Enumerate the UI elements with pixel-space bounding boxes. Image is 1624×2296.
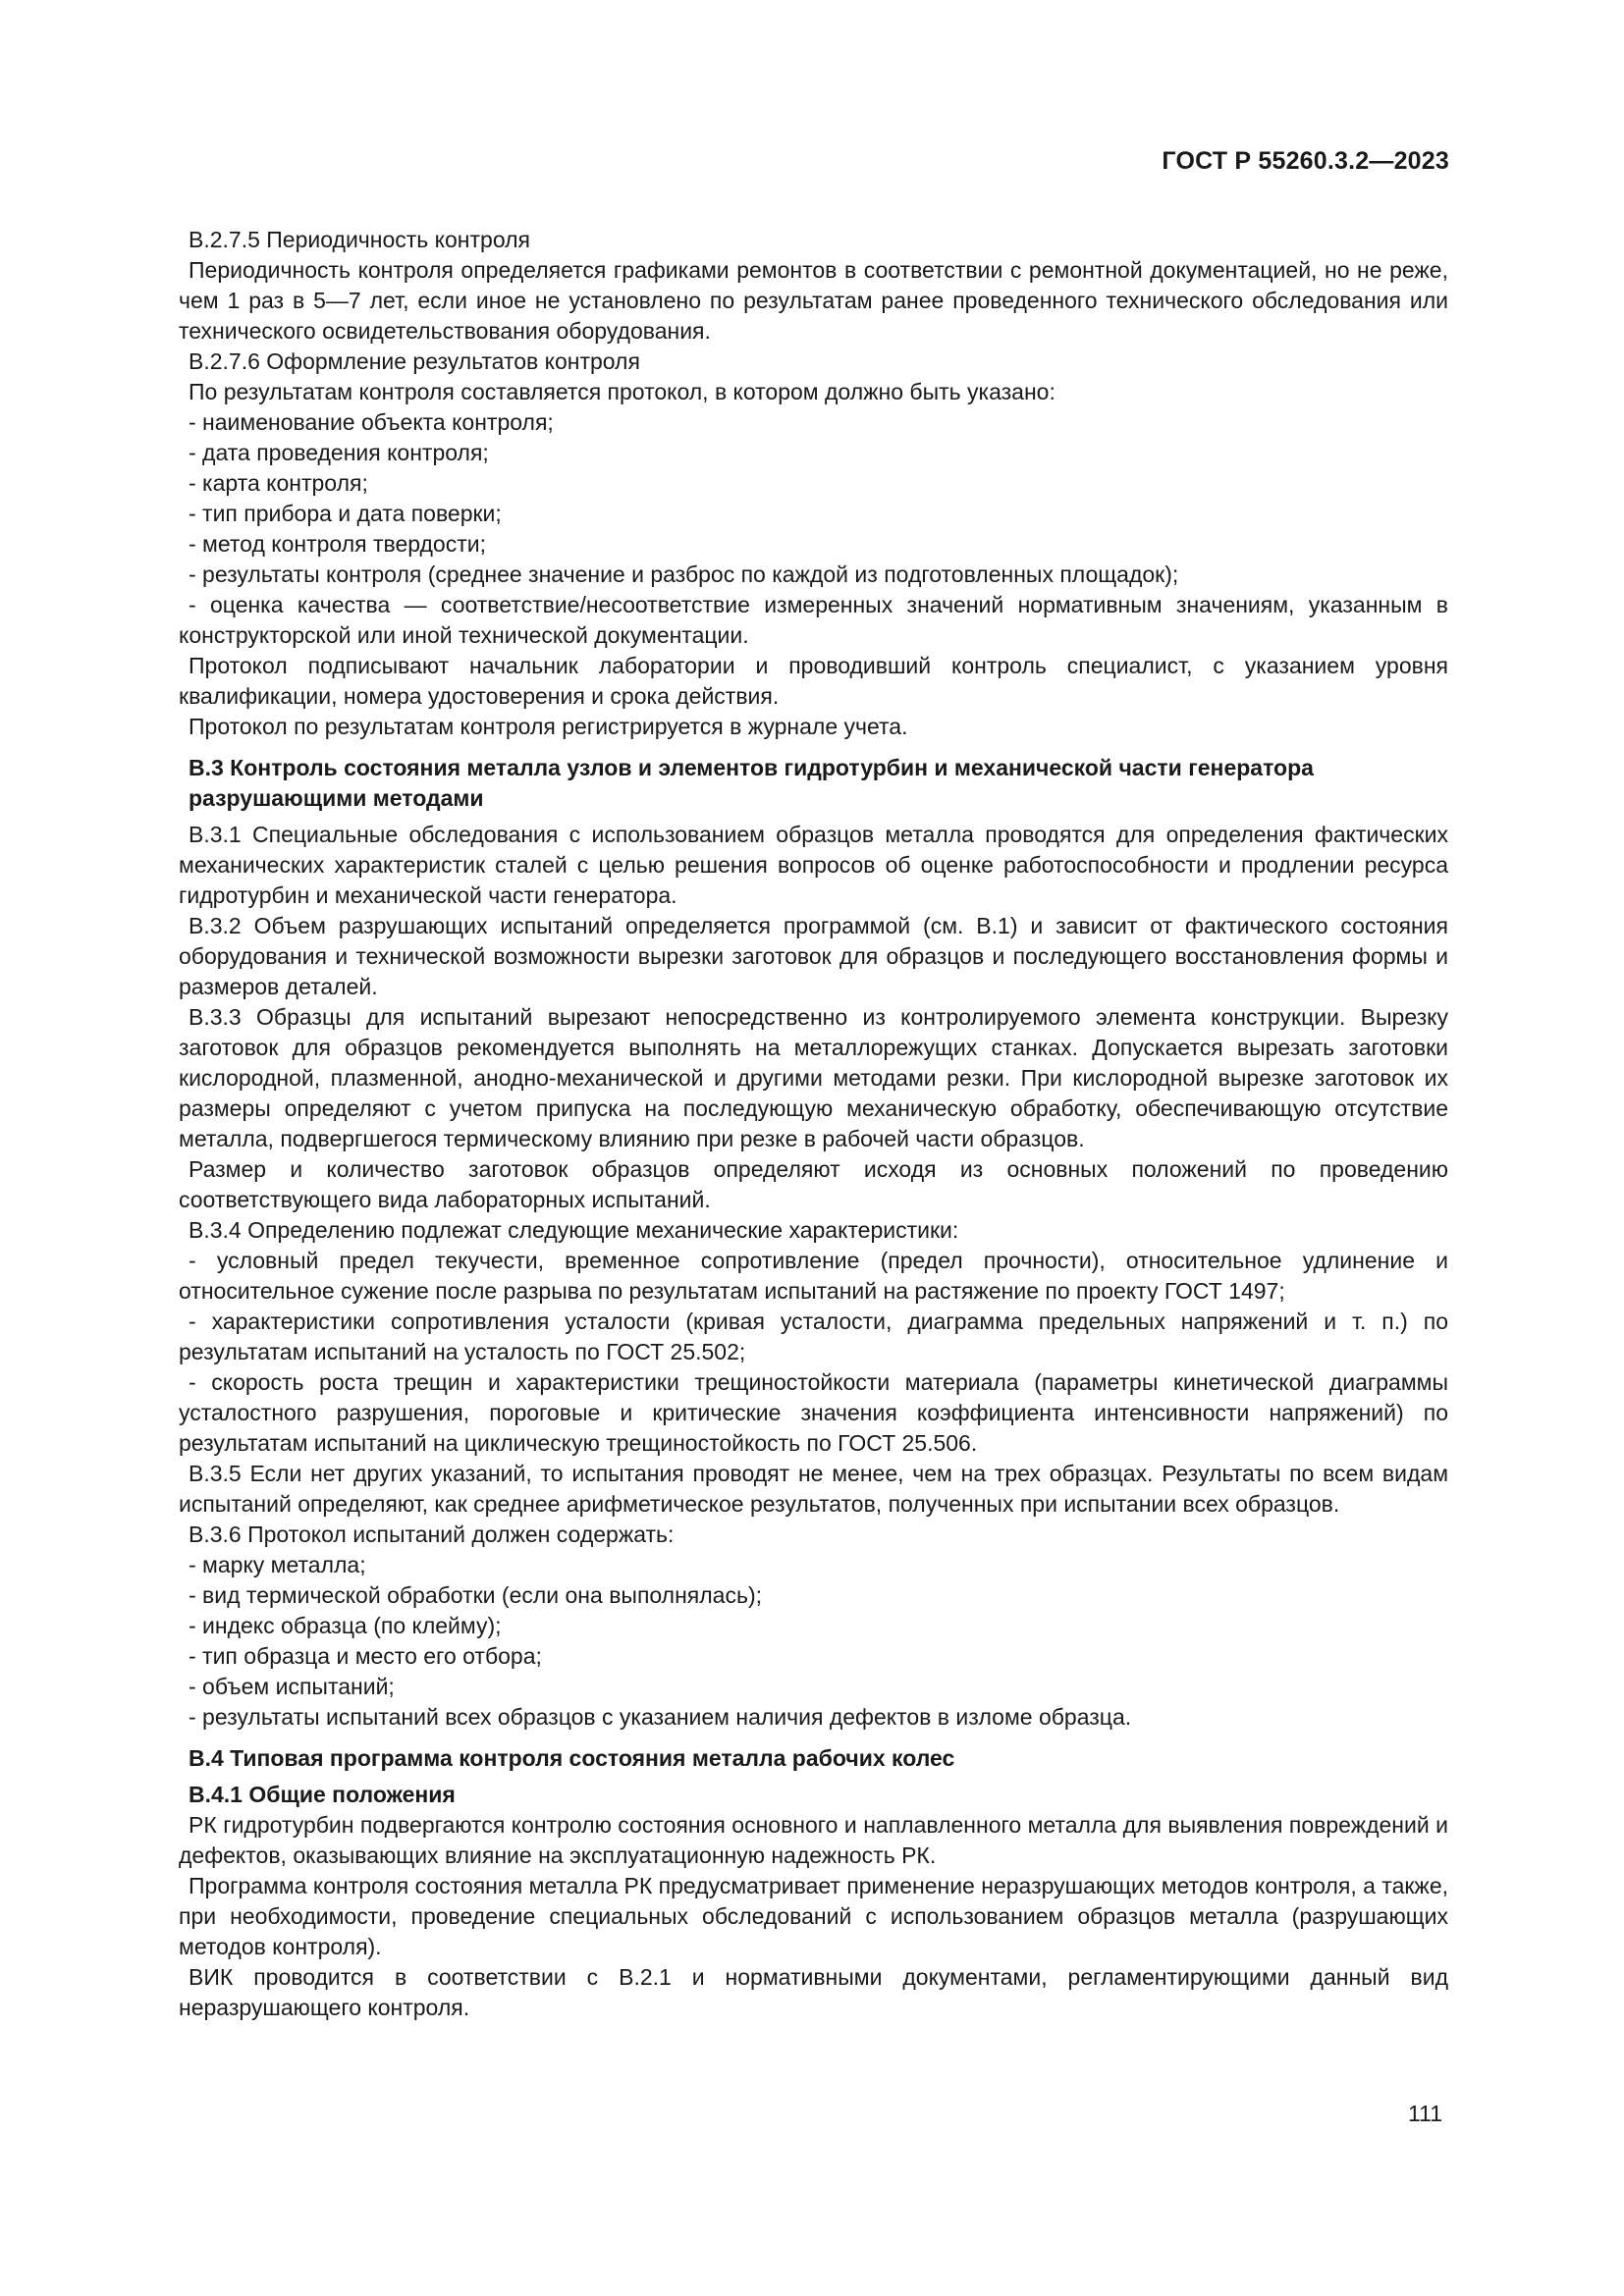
list-item: - марку металла; [189, 1552, 366, 1577]
section-heading: В.3 Контроль состояния металла узлов и элементов гидротурбин и механической части генератора разрушающими методами [189, 755, 1314, 811]
list-item: - метод контроля твердости; [189, 531, 486, 557]
list-item: - дата проведения контроля; [189, 440, 489, 465]
document-body [179, 225, 1448, 2023]
list-item: - карта контроля; [189, 470, 368, 496]
list-item: - результаты контроля (среднее значение и разброс по каждой из подготовленных площадок); [189, 561, 1179, 587]
paragraph: В.3.4 Определению подлежат следующие механические характеристики: [189, 1217, 959, 1243]
subsection-heading: В.4.1 Общие положения [189, 1782, 456, 1807]
paragraph: Размер и количество заготовок образцов определяют исходя из основных положений по проведению соответствующего вида лабораторных испытаний. [179, 1156, 1448, 1212]
list-item: - характеристики сопротивления усталости (кривая усталости, диаграмма предельных напряжений и т. п.) по результатам испытаний на усталость по ГОСТ 25.502; [179, 1308, 1448, 1364]
paragraph: В.3.5 Если нет других указаний, то испытания проводят не менее, чем на трех образцах. Результаты по всем видам испытаний определяют, как среднее арифметическое результатов, полученных при испытании всех образцов. [179, 1461, 1448, 1517]
list-item: - скорость роста трещин и характеристики трещиностойкости материала (параметры кинетической диаграммы усталостного разрушения, пороговые и критические значения коэффициента интенсивности напряжений) по результатам испытаний на циклическую трещиностойкость по ГОСТ 25.506. [179, 1369, 1448, 1456]
paragraph: Программа контроля состояния металла РК предусматривает применение неразрушающих методов контроля, а также, при необходимости, проведение специальных обследований с использованием образцов металла (разрушающих методов контроля). [179, 1873, 1448, 1959]
list-item: - индекс образца (по клейму); [189, 1613, 502, 1638]
list-item: - наименование объекта контроля; [189, 409, 554, 435]
paragraph: Периодичность контроля определяется графиками ремонтов в соответствии с ремонтной документацией, но не реже, чем 1 раз в 5—7 лет, если иное не установлено по результатам ранее проведенного технического обследования или технического освидетельствования оборудования. [179, 257, 1448, 344]
list-item: - оценка качества — соответствие/несоответствие измеренных значений нормативным значениям, указанным в конструкторской или иной технической документации. [179, 592, 1448, 648]
list-item: - объем испытаний; [189, 1674, 395, 1699]
paragraph: В.2.7.6 Оформление результатов контроля [189, 348, 640, 374]
paragraph: ВИК проводится в соответствии с В.2.1 и нормативными документами, регламентирующими данный вид неразрушающего контроля. [179, 1964, 1448, 2020]
list-item: - вид термической обработки (если она выполнялась); [189, 1582, 763, 1608]
paragraph: В.3.1 Специальные обследования с использованием образцов металла проводятся для определения фактических механических характеристик сталей с целью решения вопросов об оценке работоспособности и продлении ресурса гидротурбин и механической части генератора. [179, 822, 1448, 908]
list-item: - тип образца и место его отбора; [189, 1643, 542, 1669]
list-item: - тип прибора и дата поверки; [189, 501, 502, 526]
paragraph: По результатам контроля составляется протокол, в котором должно быть указано: [189, 379, 1056, 404]
section-heading: В.4 Типовая программа контроля состояния металла рабочих колес [189, 1745, 955, 1771]
paragraph: В.3.6 Протокол испытаний должен содержать: [189, 1522, 675, 1547]
paragraph: В.2.7.5 Периодичность контроля [189, 227, 530, 252]
list-item: - условный предел текучести, временное сопротивление (предел прочности), относительное удлинение и относительное сужение после разрыва по результатам испытаний на растяжение по проекту ГОСТ 1497; [179, 1248, 1448, 1304]
list-item: - результаты испытаний всех образцов с указанием наличия дефектов в изломе образца. [189, 1704, 1132, 1730]
paragraph: РК гидротурбин подвергаются контролю состояния основного и наплавленного металла для выявления повреждений и дефектов, оказывающих влияние на эксплуатационную надежность РК. [179, 1812, 1448, 1868]
paragraph: В.3.2 Объем разрушающих испытаний определяется программой (см. В.1) и зависит от фактического состояния оборудования и технической возможности вырезки заготовок для образцов и последующего восстановления формы и размеров деталей. [179, 913, 1448, 999]
paragraph: Протокол по результатам контроля регистрируется в журнале учета. [189, 714, 908, 739]
paragraph: В.3.3 Образцы для испытаний вырезают непосредственно из контролируемого элемента конструкции. Вырезку заготовок для образцов рекомендуется выполнять на металлорежущих станках. Допускается вырезать заготовки кислородной, плазменной, анодно-механической и другими методами резки. При кислородной вырезке заготовок их размеры определяют с учетом припуска на последующую механическую обработку, обеспечивающую отсутствие металла, подвергшегося термическому влиянию при резке в рабочей части образцов. [179, 1004, 1448, 1151]
document-header-id: ГОСТ Р 55260.3.2—2023 [1162, 147, 1449, 175]
page-number: 111 [1408, 2101, 1442, 2126]
paragraph: Протокол подписывают начальник лаборатории и проводивший контроль специалист, с указанием уровня квалификации, номера удостоверения и срока действия. [179, 653, 1448, 709]
